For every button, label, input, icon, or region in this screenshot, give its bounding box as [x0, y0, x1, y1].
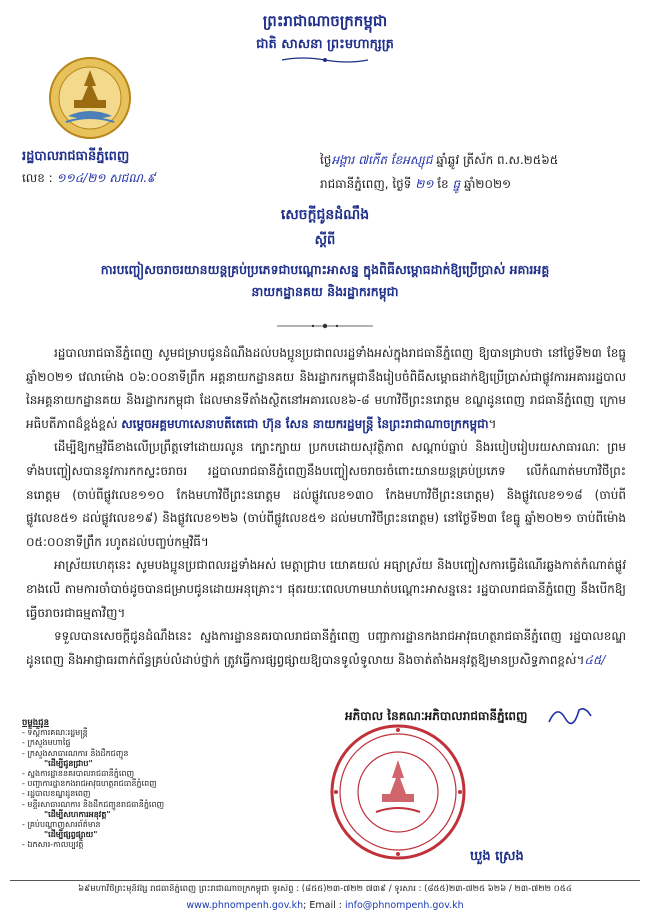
- initials-signature-icon: [545, 700, 595, 728]
- national-motto: ជាតិ សាសនា ព្រះមហាក្សត្រ: [256, 37, 394, 52]
- recipient-item: - ក្រសួងមហាផ្ទៃ: [22, 738, 71, 748]
- notice-body: [26, 342, 626, 672]
- solar-day: ២១: [415, 177, 434, 191]
- lunar-date-suffix: ឆ្នាំឆ្លូវ ត្រីស័ក ព.ស.២៥៦៥: [436, 153, 559, 167]
- lunar-date-handwritten: អង្គារ ៧កើត ខែអស្សុជ: [331, 153, 433, 167]
- solar-date: [320, 176, 640, 194]
- paragraph-1-end: ។: [488, 416, 497, 431]
- phnom-penh-emblem-icon: [48, 56, 132, 140]
- recipient-purpose: "ដើម្បីជូនជ្រាប": [44, 758, 93, 768]
- signatory-title: អភិបាល នៃគណៈអភិបាលរាជធានីភ្នំពេញ: [345, 709, 528, 723]
- kingdom-title: ព្រះរាជាណាចក្រកម្ពុជា: [262, 12, 388, 30]
- footer-contact: [10, 900, 640, 911]
- body-paragraph-2: ដើម្បីឱ្យកម្មវិធីខាងលើប្រព្រឹត្តទៅដោយរលូន ក្បោះក្បាយ ប្រកបដោយសុវត្ថិភាព សណ្តាប់ធ្នាប់ និងរបៀបរៀបរយសាធារណៈ ព្រមទាំងបញ្ចៀសបាននូវការកកស្ទះចរាចរ រដ្ឋបាលរាជធានីភ្នំពេញនឹងបញ្ចៀសចរាចរចំពោះយានយន្តគ្រប់ប្រភេទ លើកំណាត់មហាវិថីព្រះនរោត្តម (ចាប់ពីផ្លូវលេខ១១០ កែងមហាវិថីព្រះនរោត្តម ដល់ផ្លូវលេខ១៣០ កែងមហាវិថីព្រះនរោត្តម) និងផ្លូវលេខ១១៨ (ចាប់ពីផ្លូវលេខ៥១ ដល់ផ្លូវលេខ១៩) និងផ្លូវលេខ១២៦ (ចាប់ពីផ្លូវលេខ៥១ ដល់មហាវិថីព្រះនរោត្តម) នៅថ្ងៃទី២៣ ខែធ្នូ ឆ្នាំ២០២១ ចាប់ពីម៉ោង ០៥:០០នាទីព្រឹក រហូតដល់បញ្ចប់កម្មវិធី។: [26, 440, 626, 549]
- footer-address: ៦៩មហាវិថីព្រះមុនីវង្ស រាជធានីភ្នំពេញ ព្រះរាជាណាចក្រកម្ពុជា ទូរស័ព្ទ : (៨៥៥)២៣-៧២២ ៧៣៩ / ទូរសារ : (៨៥៥)២៣-៧២៥ ៦២៦ / ២៣-៧២២ ០៥៤: [78, 884, 572, 894]
- solar-date-prefix: រាជធានីភ្នំពេញ, ថ្ងៃទី: [320, 177, 412, 191]
- email-link[interactable]: info@phnompenh.gov.kh: [344, 900, 464, 911]
- website-link[interactable]: www.phnompenh.gov.kh: [186, 900, 304, 911]
- body-paragraph-4: [26, 625, 626, 672]
- prime-minister-name: សម្តេចអគ្គមហាសេនាបតីតេជោ ហ៊ុន សែន នាយករដ្ឋមន្ត្រី នៃព្រះរាជាណាចក្រកម្ពុជា: [121, 416, 489, 431]
- recipients-list: [22, 718, 282, 851]
- paragraph-1-text: រដ្ឋបាលរាជធានីភ្នំពេញ សូមជម្រាបជូនដំណឹងដល់បងប្អូនប្រជាពលរដ្ឋទាំងអស់ក្នុងរាជធានីភ្នំពេញ ឱ្យបានជ្រាបថា នៅថ្ងៃទី២៣ ខែធ្នូ ឆ្នាំ២០២១ វេលាម៉ោង ០៦:០០នាទីព្រឹក អគ្គនាយកដ្ឋានគយ និងរដ្ឋាករកម្ពុជានឹងរៀបចំពិធីសម្ពោធដាក់ឱ្យប្រើប្រាស់ជាផ្លូវការអគាររដ្ឋបាល នៃអគ្គនាយកដ្ឋានគយ និងរដ្ឋាករកម្ពុជា ដែលមានទីតាំងស្ថិតនៅអគារលេខ៦-៨ មហាវិថីព្រះនរោត្តម ខណ្ឌដូនពេញ រាជធានីភ្នំពេញ ក្រោមអធិបតីភាពដ៏ខ្ពង់ខ្ពស់: [26, 346, 626, 431]
- signatory-name: ឃួង ស្រេង: [470, 849, 524, 864]
- recipient-item: - គ្រប់បណ្តាញសារព័ត៌មាន: [22, 820, 101, 830]
- email-separator: ; Email :: [303, 900, 342, 911]
- recipients-heading: ចម្លងជូន: [22, 718, 49, 728]
- recipient-item: - ស្នងការដ្ឋាននគរបាលរាជធានីភ្នំពេញ: [22, 769, 135, 779]
- notice-subject: ការបញ្ចៀសចរាចរយានយន្តគ្រប់ប្រភេទជាបណ្តោះអាសន្ន ក្នុងពិធីសម្ពោធដាក់ឱ្យប្រើប្រាស់ អគារអគ្គនាយកដ្ឋានគយ និងរដ្ឋាករកម្ពុជា: [100, 262, 550, 299]
- recipient-purpose: "ដើម្បីផ្សព្វផ្សាយ": [44, 830, 98, 840]
- notice-heading: [100, 205, 550, 303]
- reference-value: ១១៤/២១ សជណ.៩: [56, 171, 156, 185]
- recipient-item: - បញ្ជាការដ្ឋានកងរាជអាវុធហត្ថរាជធានីភ្នំពេញ: [22, 779, 157, 789]
- issuing-department: រដ្ឋបាលរាជធានីភ្នំពេញ: [22, 149, 130, 164]
- reference-label: លេខ :: [22, 171, 53, 185]
- ornament-divider-icon: [280, 56, 370, 64]
- recipient-item: - ឯកសារ-កាលប្បវត្តិ: [22, 840, 84, 850]
- paragraph-4-text: ទទួលបានសេចក្តីជូនដំណឹងនេះ ស្នងការដ្ឋាននគរបាលរាជធានីភ្នំពេញ បញ្ជាការដ្ឋានកងរាជអាវុធហត្ថរាជធានីភ្នំពេញ រដ្ឋបាលខណ្ឌដូនពេញ និងអាជ្ញាធរពាក់ព័ន្ធគ្រប់លំដាប់ថ្នាក់ ត្រូវធ្វើការផ្សព្វផ្សាយឱ្យបានទូលំទូលាយ និងចាត់តាំងអនុវត្តឱ្យមានប្រសិទ្ធភាពខ្ពស់។: [26, 629, 626, 667]
- notice-title: សេចក្តីជូនដំណឹង: [280, 207, 370, 223]
- lunar-date: [320, 152, 640, 170]
- official-seal-icon: [328, 722, 468, 862]
- body-paragraph-3: អាស្រ័យហេតុនេះ សូមបងប្អូនប្រជាពលរដ្ឋទាំងអស់ មេត្តាជ្រាប យោគយល់ អធ្យាស្រ័យ និងបញ្ចៀសការធ្វើដំណើរឆ្លងកាត់កំណាត់ផ្លូវខាងលើ តាមការចាំបាច់ដូចបានជម្រាបជូនដោយអនុគ្រោះ។ ផុតរយៈពេលហាមឃាត់បណ្តោះអាសន្ននេះ រដ្ឋបាលរាជធានីភ្នំពេញ នឹងបើកឱ្យធ្វើចរាចរជាធម្មតាវិញ។: [26, 558, 626, 620]
- recipient-item: - ទីស្តីការគណៈរដ្ឋមន្ត្រី: [22, 728, 88, 738]
- solar-year: ឆ្នាំ២០២១: [463, 177, 512, 191]
- recipient-item: - រដ្ឋបាលខណ្ឌដូនពេញ: [22, 789, 91, 799]
- recipient-purpose: "ដើម្បីសហការអនុវត្ត": [44, 809, 111, 819]
- footer-divider: [10, 880, 640, 881]
- solar-month-label: ខែ: [437, 177, 449, 191]
- body-paragraph-1: [26, 342, 626, 436]
- notice-regarding: ស្តីពី: [314, 233, 336, 248]
- reference-number: [22, 170, 242, 188]
- recipient-item: - ក្រសួងសាធារណការ និងដឹកជញ្ជូន: [22, 748, 129, 758]
- solar-month: ធ្នូ: [452, 177, 461, 191]
- paragraph-4-annotation: ៤៥/: [584, 652, 606, 667]
- title-divider-icon: [275, 322, 375, 330]
- recipient-item: - មន្ទីរសាធារណការ និងដឹកជញ្ជូនរាជធានីភ្នំពេញ: [22, 799, 165, 809]
- lunar-date-prefix: ថ្ងៃ: [320, 153, 332, 167]
